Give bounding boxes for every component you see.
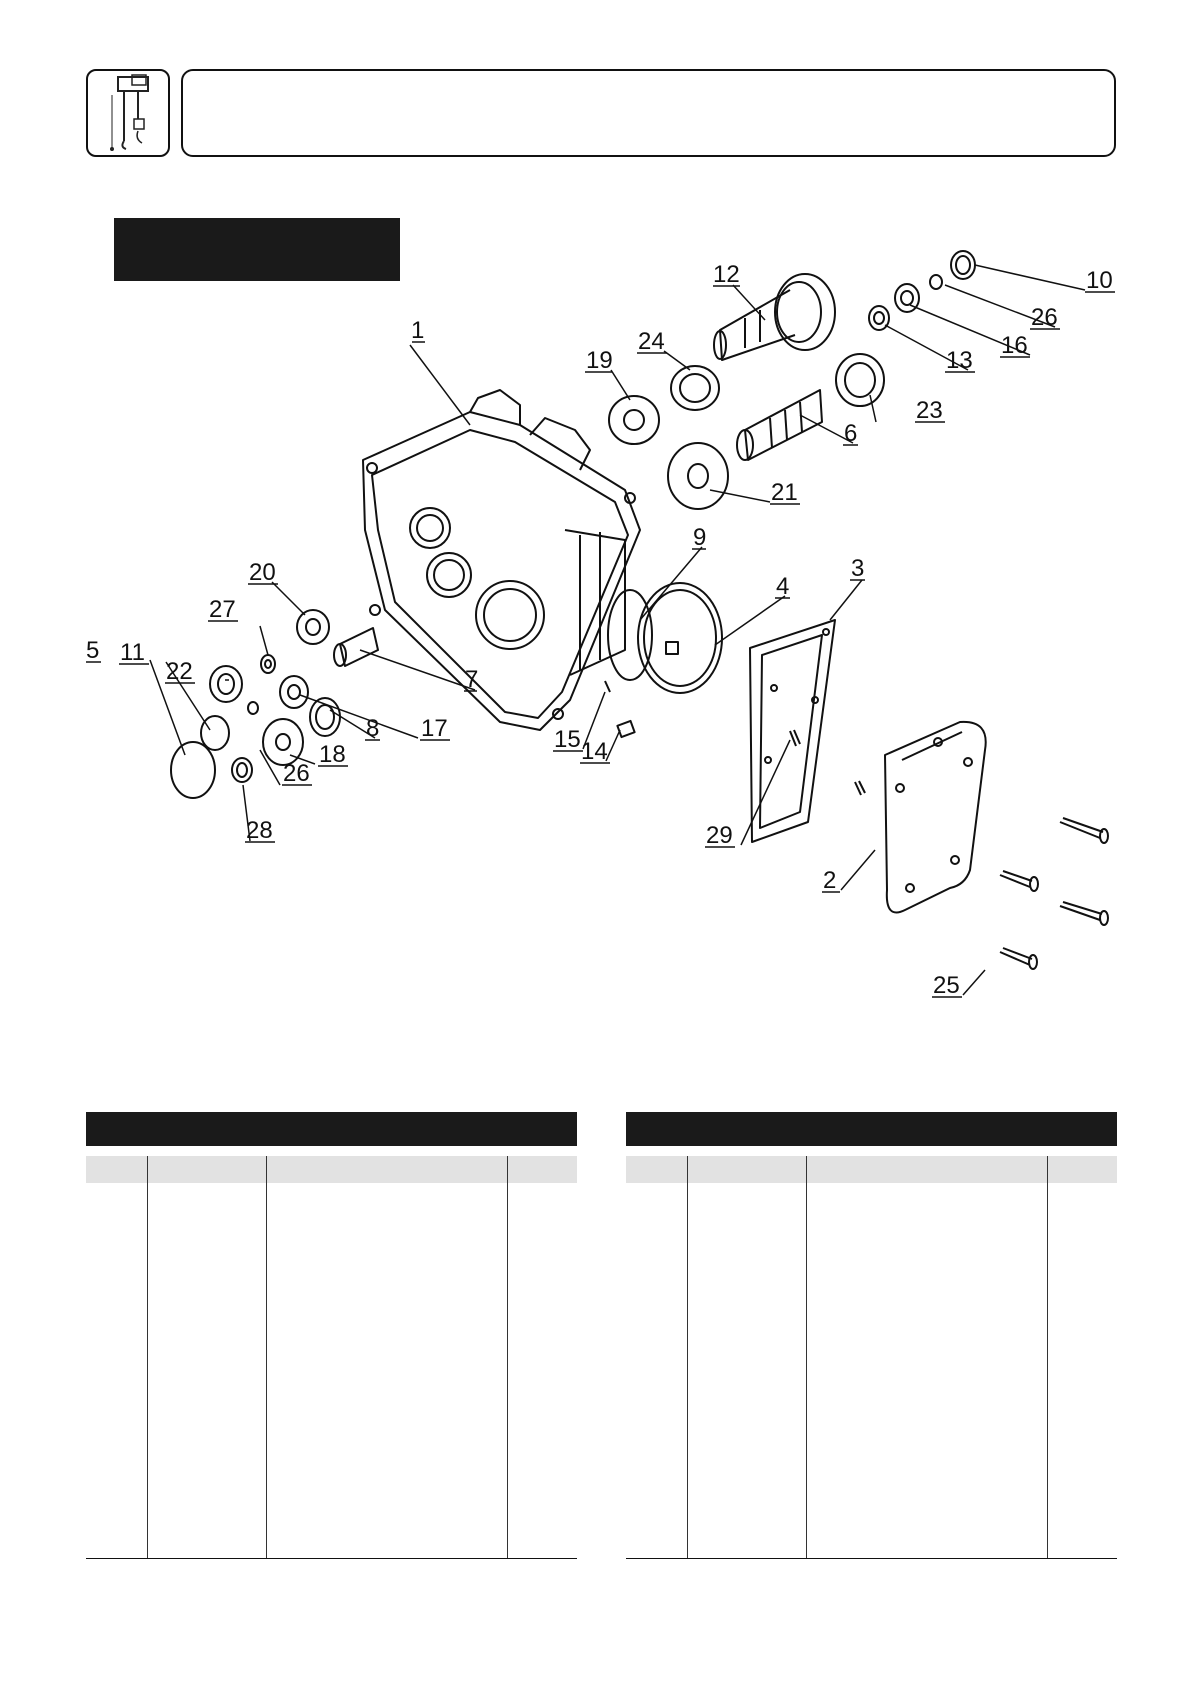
parts-table-left	[86, 1112, 577, 1562]
callout-26-upper: 26	[1031, 304, 1058, 331]
callout-22: 22	[166, 658, 193, 685]
column-divider	[806, 1156, 807, 1559]
table-title-bar	[626, 1112, 1117, 1146]
callout-2: 2	[823, 867, 837, 894]
callout-8: 8	[366, 715, 380, 742]
callout-4: 4	[776, 573, 790, 600]
callout-19: 19	[586, 347, 613, 374]
callout-10: 10	[1086, 267, 1113, 294]
table-bottom-rule	[86, 1558, 577, 1559]
left-side-parts	[171, 610, 378, 798]
page-header-box	[181, 69, 1116, 157]
bearings-upper	[609, 354, 884, 509]
callout-21: 21	[771, 479, 798, 506]
pins-and-keys	[605, 681, 865, 795]
callout-20: 20	[249, 559, 276, 586]
table-header-row	[626, 1156, 1117, 1183]
callout-1: 1	[411, 317, 425, 344]
callout-29: 29	[706, 822, 733, 849]
callout-24: 24	[638, 328, 665, 355]
leader-lines	[150, 265, 1085, 995]
callout-25: 25	[933, 972, 960, 999]
exploded-parts-diagram	[0, 230, 1191, 1050]
gear-housing	[363, 390, 640, 730]
column-divider	[687, 1156, 688, 1559]
cover-gasket	[750, 620, 835, 842]
callout-14: 14	[581, 738, 608, 765]
callout-11: 11	[120, 639, 145, 666]
callout-3: 3	[851, 555, 865, 582]
callout-17: 17	[421, 715, 448, 742]
callout-13: 13	[946, 347, 973, 374]
table-title-bar	[86, 1112, 577, 1146]
end-cover	[885, 722, 986, 913]
column-divider	[147, 1156, 148, 1559]
callout-15: 15	[554, 726, 581, 753]
table-header-row	[86, 1156, 577, 1183]
parts-table-right	[626, 1112, 1117, 1562]
pinion-shaft	[737, 390, 822, 460]
hoist-icon	[88, 71, 168, 155]
callout-12: 12	[713, 261, 740, 288]
column-divider	[1047, 1156, 1048, 1559]
cover-screws	[1000, 818, 1108, 969]
callout-27: 27	[209, 596, 236, 623]
column-divider	[507, 1156, 508, 1559]
column-divider	[266, 1156, 267, 1559]
callout-23: 23	[916, 397, 943, 424]
callout-9: 9	[693, 524, 707, 551]
callout-28: 28	[246, 817, 273, 844]
callout-7: 7	[465, 666, 479, 693]
callout-5: 5	[86, 637, 100, 664]
callout-26-lower: 26	[283, 760, 310, 787]
callout-18: 18	[319, 741, 346, 768]
table-bottom-rule	[626, 1558, 1117, 1559]
callout-16: 16	[1001, 332, 1028, 359]
callout-6: 6	[844, 420, 858, 447]
hoist-thumbnail	[86, 69, 170, 157]
